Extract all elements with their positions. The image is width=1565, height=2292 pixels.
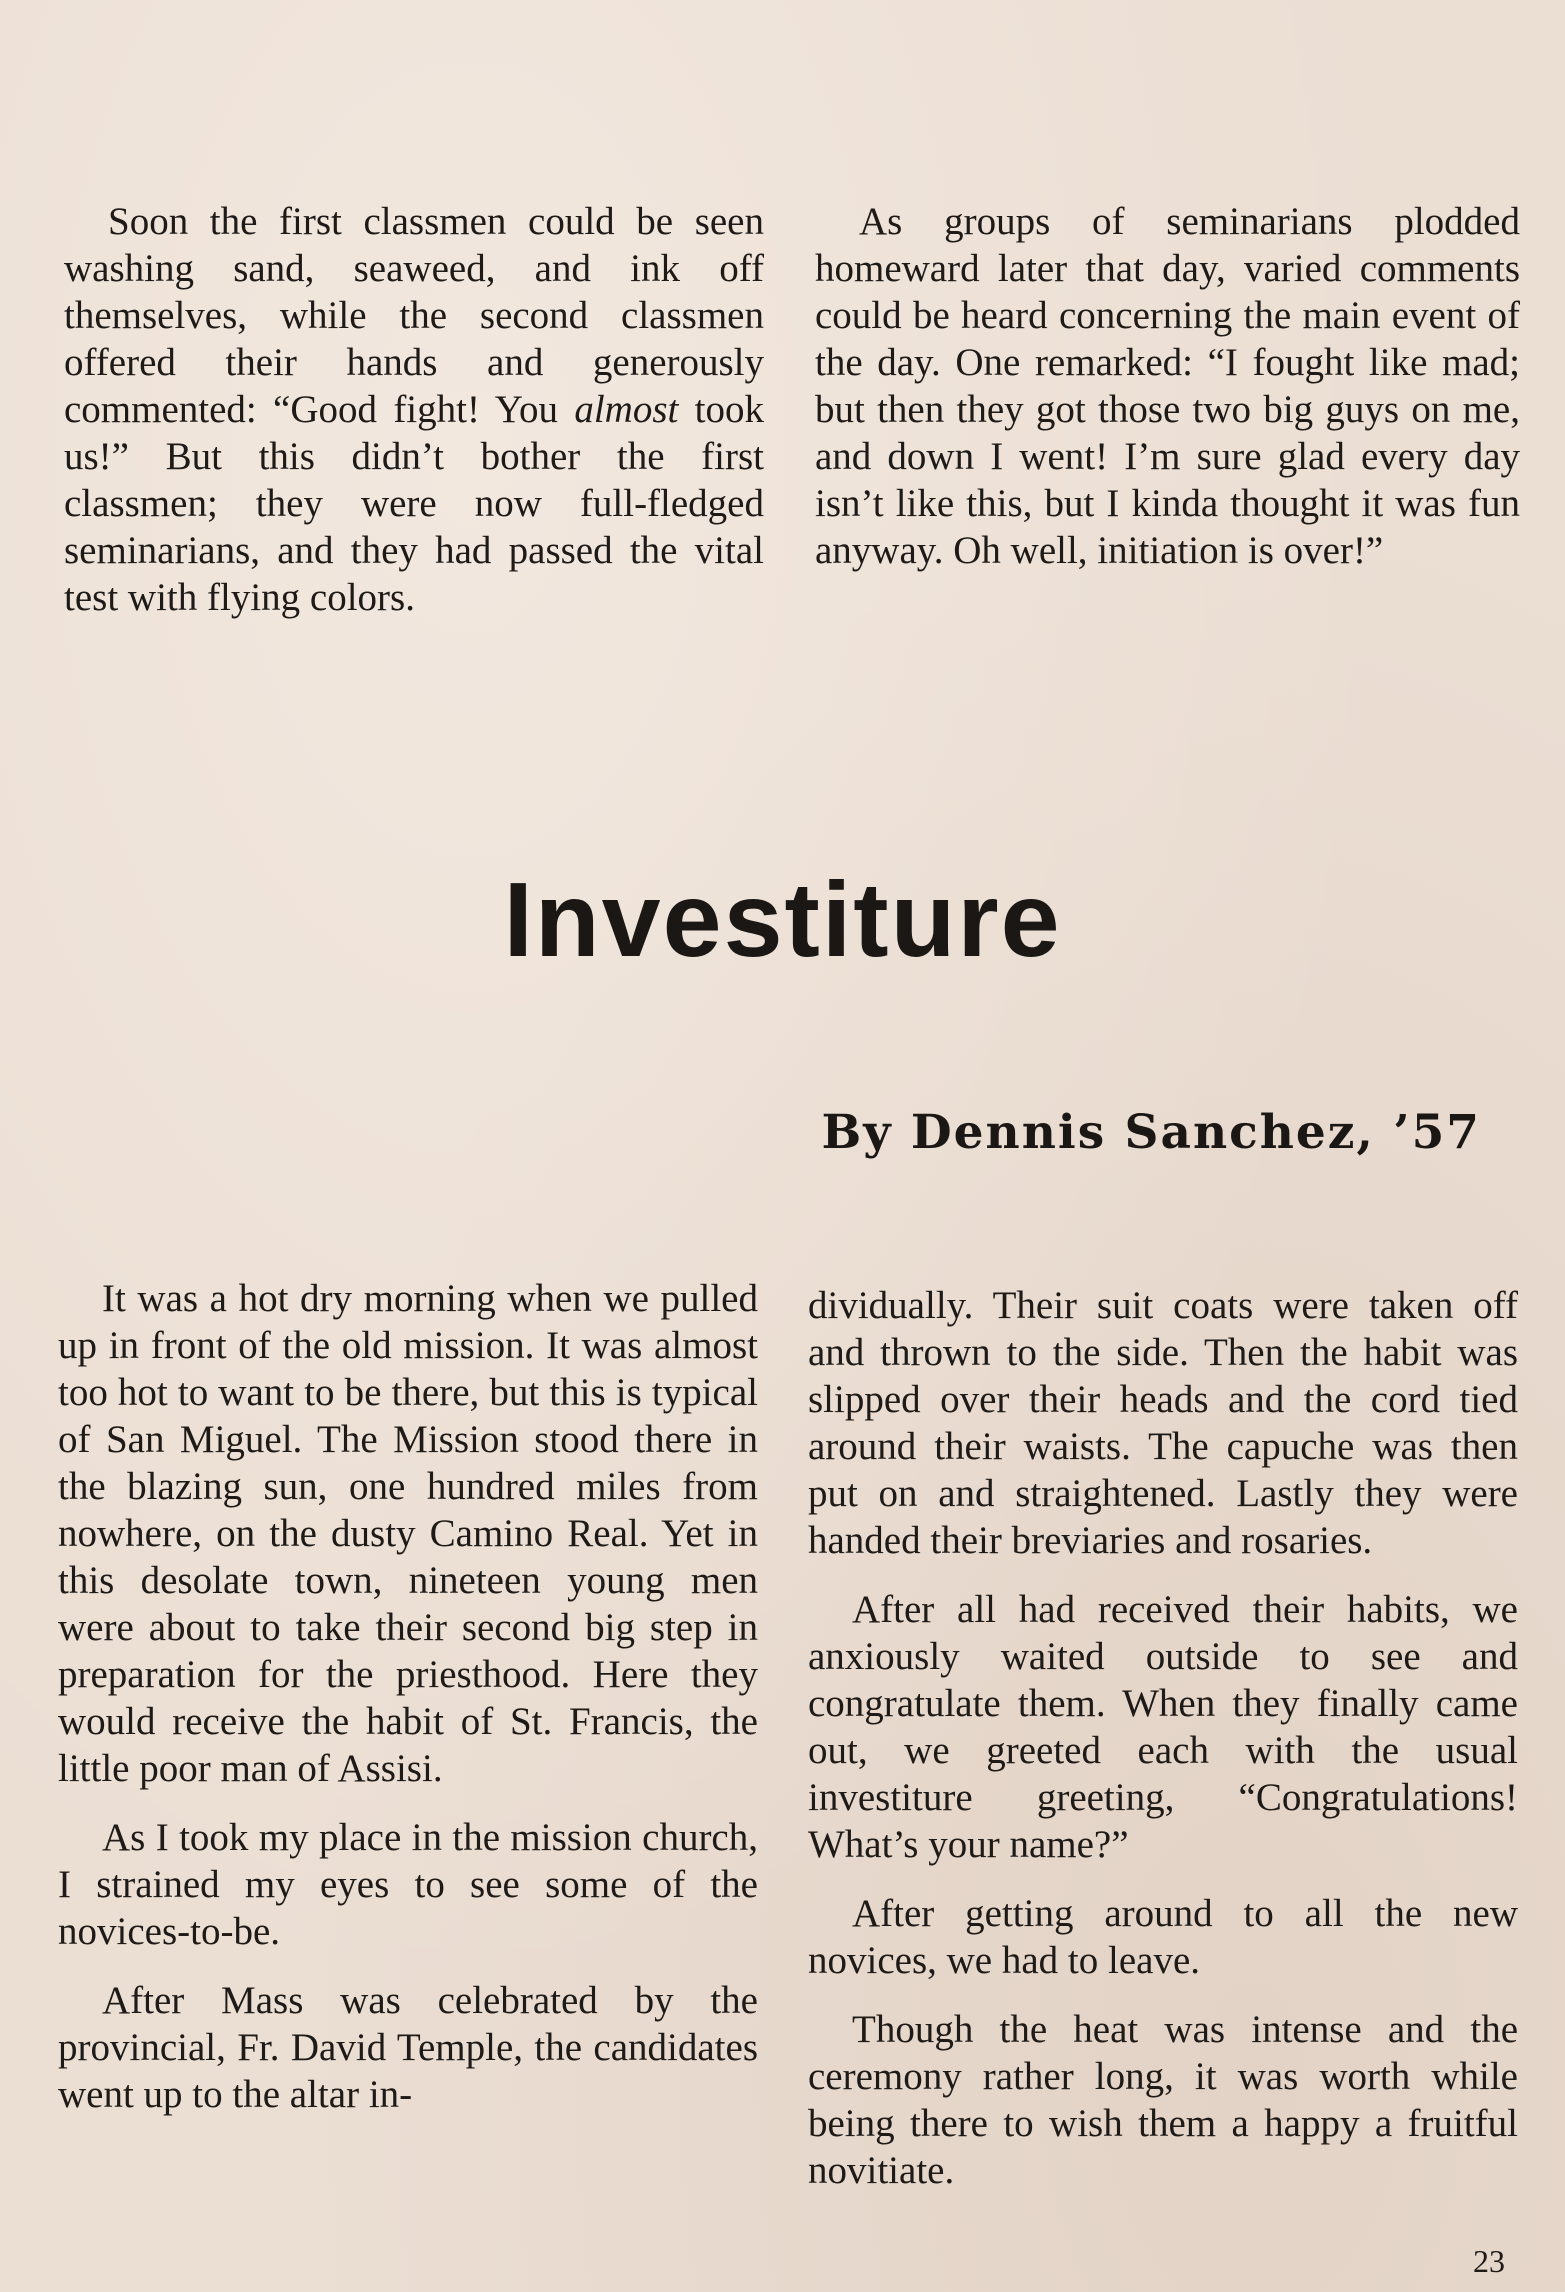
paragraph: It was a hot dry morning when we pulled up in front of the old mission. It was almost too hot to want to be there, but this is typical of San Miguel. The Mission stood there in the blazing sun, one hundred miles from nowhere, on the dusty Camino Real. Yet in this desolate town, nineteen young men were about to take their second big step in preparation for the priesthood. Here they would receive the habit of St. Francis, the little poor man of Assisi. xyxy=(58,1277,758,1790)
paragraph: After Mass was celebrated by the provincial, Fr. David Temple, the candidates went up to the altar in- xyxy=(58,1979,758,2116)
paragraph: After getting around to all the new novices, we had to leave. xyxy=(808,1892,1518,1982)
paragraph: As I took my place in the mission church, I strained my eyes to see some of the novices-to-be. xyxy=(58,1816,758,1953)
article-left-column xyxy=(58,1275,758,2118)
paragraph: After all had received their habits, we anxiously waited outside to see and congratulate them. When they finally came out, we greeted each with the usual investiture greeting, “Congratulations! What’s your name?” xyxy=(808,1588,1518,1866)
previous-article-right-column xyxy=(815,198,1520,574)
paragraph: Though the heat was intense and the ceremony rather long, it was worth while being there to wish them a happy a fruitful novitiate. xyxy=(808,2008,1518,2192)
emphasized-word: almost xyxy=(574,388,679,431)
article-title: Investiture xyxy=(503,861,1062,979)
paragraph-text: took us!” But this didn’t bother the first classmen; they were now full-fledged seminarians, and they had passed the vital test with flying colors. xyxy=(64,388,764,619)
paragraph xyxy=(64,198,764,621)
article-right-column xyxy=(808,1282,1518,2194)
paragraph-text: Soon the first classmen could be seen washing sand, seaweed, and ink off themselves, while the second classmen offered their hands and generously commented: “Good fight! You xyxy=(64,200,764,431)
paragraph: dividually. Their suit coats were taken off and thrown to the side. Then the habit was slipped over their heads and the cord tied around their waists. The capuche was then put on and straightened. Lastly they were handed their breviaries and rosaries. xyxy=(808,1284,1518,1562)
page-number: 23 xyxy=(1473,2243,1505,2279)
article-byline: By Dennis Sanchez, ’57 xyxy=(821,1105,1481,1160)
paragraph: As groups of seminarians plodded homeward later that day, varied comments could be heard concerning the main event of the day. One remarked: “I fought like mad; but then they got those two big guys on me, and down I went! I’m sure glad every day isn’t like this, but I kinda thought it was fun anyway. Oh well, initiation is over!” xyxy=(815,200,1520,572)
previous-article-left-column xyxy=(64,198,764,621)
